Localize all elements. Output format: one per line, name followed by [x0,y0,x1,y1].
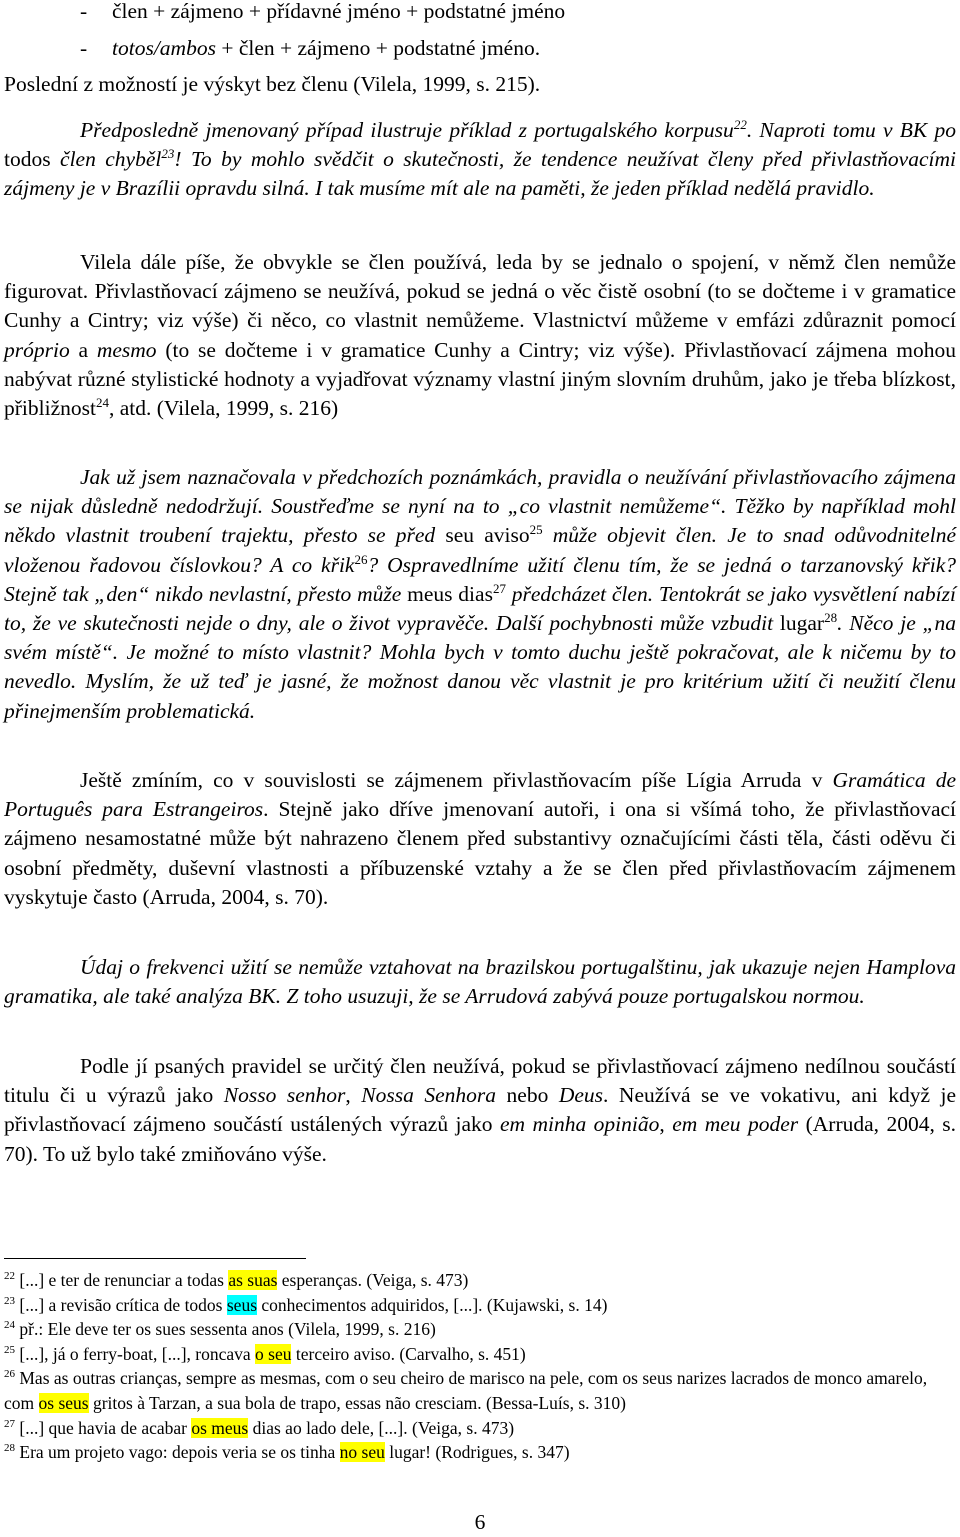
text-run: a [69,337,97,362]
footnotes [4,1268,956,1465]
footnote-ref[interactable]: 28 [824,609,838,625]
footnote-text: esperanças. (Veiga, s. 473) [277,1270,469,1290]
list-dash: - [80,0,88,23]
footnote-text: dias ao lado dele, [...]. (Veiga, s. 473) [248,1417,515,1438]
text-run: , [345,1083,362,1108]
italic-term: Nosso senhor [223,1083,346,1108]
footnote-text: [...], já o ferry-boat, [...], roncava [19,1343,256,1364]
footnote-text: conhecimentos adquiridos, [...]. (Kujawski, s. 14) [257,1294,608,1315]
list-item-text [112,34,540,63]
italic-term: em meu poder [672,1112,799,1137]
text-run: předcházet člen. Tentokrát se jako vysvětlení nabízí to, že ve skutečnosti nejde o dny, ale o život vypravěče. Další pochybnosti může vzbudit [4,581,956,636]
footnote-text: [...] e ter de renunciar a todas [19,1270,229,1290]
footnote-number: 28 [4,1442,15,1455]
footnote [4,1293,956,1318]
footnote-number: 23 [4,1294,15,1307]
footnote-number: 22 [4,1270,15,1283]
list-item-text: člen + zájmeno + přídavné jméno + podstatné jméno [112,0,566,23]
list-item-rest: + člen + zájmeno + podstatné jméno. [215,36,541,60]
paragraph-4 [4,766,956,912]
footnote-text: lugar! (Rodrigues, s. 347) [384,1442,570,1463]
text-run: , atd. (Vilela, 1999, s. 216) [108,396,339,421]
text-run: nebo [496,1083,559,1108]
highlighted-text: os meus [191,1417,249,1438]
italic-term: próprio [4,337,70,362]
paragraph-last-option: Poslední z možností je výskyt bez členu (Vilela, 1999, s. 215). [4,72,541,96]
text-run: Vilela dále píše, že obvykle se člen používá, leda by se jednalo o spojení, v němž člen nemůže figurovat. Přivlastňovací zájmeno se neužívá, pokud se jedná o věc čistě osobní (to se dočteme i v gramatice Cunhy a Cintry; viz výše) či něco, co vlastnit nemůžeme. Vlastnictví můžeme v emfázi zdůraznit pomocí [4,250,956,333]
footnote-number: 27 [4,1417,15,1430]
text-run: ! To by mohlo svědčit o skutečnosti, že tendence neužívat členy před přivlastňovacími zájmeny je v Brazílii opravdu silná. I tak musíme mít ale na paměti, že jeden příklad nedělá pravidlo. [4,147,956,201]
text-run: . Stejně jako dříve jmenovaní autoři, i ona si všímá toho, že přivlastňovací zájmeno nesamostatné může být nahrazeno členem před substantivy označujícími části těla, části oděvu či osobní předměty, duševní vlastnosti a příbuzenské vztahy a že se člen před přivlastňovacím zájmenem vyskytuje často (Arruda, 2004, s. 70). [4,797,956,909]
italic-term: Nossa Senhora [361,1083,497,1108]
footnote-ref[interactable]: 23 [161,146,175,162]
text-run: todos [4,147,51,172]
italic-term: totos/ambos [112,36,216,60]
text-run: Ještě zmíním, co v souvislosti se zájmenem přivlastňovacím píše Lígia Arruda v [80,768,833,792]
list-dash: - [80,36,88,60]
paragraph-3 [4,463,956,726]
footnote-text: Mas as outras crianças, sempre as mesmas, com o seu cheiro de marisco na pele, com os seus narizes lacrados de monco amarelo, com [4,1368,928,1413]
footnote [4,1366,956,1415]
highlighted-text: no seu [339,1442,385,1463]
footnote-number: 24 [4,1319,15,1332]
text-run: seu [445,523,474,548]
page-number: 6 [474,1510,486,1534]
text-run: člen chyběl [50,147,162,172]
text-run: Předposledně jmenovaný případ ilustruje příklad z portugalského korpusu [80,118,734,142]
footnote-separator [4,1258,306,1259]
footnote [4,1268,956,1293]
footnote-text: terceiro aviso. (Carvalho, s. 451) [291,1343,526,1364]
italic-term: mesmo [96,337,157,362]
footnote [4,1317,956,1342]
text-run [474,523,484,547]
footnote-ref[interactable]: 25 [529,522,543,538]
text-run: (to se dočteme i v gramatice Cunhy a Cintry; viz výše). Přivlastňovací zájmena mohou nabývat různé stylistické hodnoty a vyjadřovat významy vlastní jiným slovním druhům, jako je třeba blízkost, přibližnost [4,337,957,421]
text-run: Údaj o frekvenci užití se nemůže vztahovat na brazilskou portugalštinu, jak ukazuje nejen Hamplova gramatika, ale také analýza BK. Z toho usuzuji, že se Arrudová zabývá pouze portugalskou normou. [4,955,956,1009]
paragraph-2 [4,248,956,423]
italic-term: em minha opinião [499,1112,660,1137]
footnote-text: Era um projeto vago: depois veria se os tinha [19,1442,340,1463]
footnote-ref[interactable]: 27 [492,580,506,596]
footnote-ref[interactable]: 22 [733,116,747,132]
text-run: Podle jí psaných pravidel se určitý člen neužívá, pokud se přivlastňovací zájmeno nedílnou součástí titulu či u výrazů jako [4,1054,956,1108]
footnote-text: gritos à Tarzan, a sua bola de trapo, essas não cresciam. (Bessa-Luís, s. 310) [88,1392,626,1413]
footnote-number: 25 [4,1343,15,1356]
paragraph-5 [4,953,956,1011]
footnote [4,1416,956,1441]
footnote-text: př.: Ele deve ter os sues sessenta anos (Vilela, 1999, s. 216) [19,1319,436,1340]
highlighted-text: os seus [38,1392,89,1413]
text-run: Jak už jsem naznačovala v předchozích poznámkách, pravidla o neužívání přivlastňovacího zájmena se nijak důsledně nedodržují. Soustřeďme se nyní na to „co vlastnit nemůžeme“. Těžko by například mohl někdo vlastnit troubení trajektu, přesto se před [4,465,956,548]
paragraph-1 [4,116,956,204]
footnote-ref[interactable]: 24 [95,394,109,410]
text-run: meus dias [407,581,493,606]
highlighted-text: o seu [255,1343,292,1364]
footnote-text: [...] a revisão crítica de todos [19,1294,227,1315]
highlighted-text: seus [226,1294,258,1315]
text-run: aviso [484,523,530,548]
book-title: Gramática de Português para Estrangeiros [4,768,956,822]
text-run: . Něco je „na svém místě“. Je možné to místo vlastnit? Mohla bych v tomto duchu ještě pokračovat, ale k ničemu by to nevedlo. Myslím, že už teď je jasné, že možnost danou věc vlastnit je pro kritérium užití či neužití členu přinejmenším problematická. [4,611,956,723]
text-run: , [659,1112,673,1137]
footnote-ref[interactable]: 26 [354,551,368,567]
text-run: (Arruda, 2004, s. 70). To už bylo také zmiňováno výše. [4,1112,957,1166]
highlighted-text: as suas [228,1270,278,1290]
text-run: ? Ospravedlníme užití členu tím, že se jedná o tarzanovský křik? Stejně tak „den“ nikdo nevlastní, přesto může [4,552,956,606]
text-run: . Neužívá se ve vokativu, ani když je přivlastňovací zájmeno součástí ustálených výrazů jako [4,1083,957,1137]
footnote [4,1440,956,1465]
footnote [4,1342,956,1367]
text-run: lugar [779,611,825,636]
text-run: . Naproti tomu v BK po [746,118,957,142]
footnote-number: 26 [4,1368,15,1381]
footnote-text: [...] que havia de acabar [19,1417,192,1438]
text-run: může objevit člen. Je to snad odůvodnitelné vloženou řadovou číslovkou? A co křik [4,523,956,577]
italic-term: Deus [558,1083,604,1108]
paragraph-6 [4,1052,956,1169]
